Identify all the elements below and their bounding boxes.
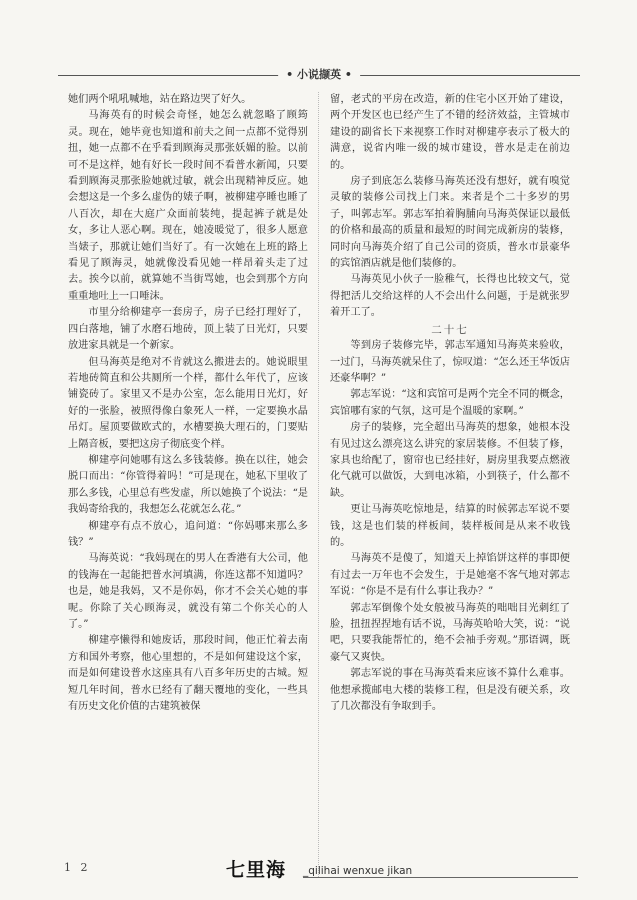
paragraph: 她们两个吼吼喊地，站在路边哭了好久。 (68, 94, 252, 105)
journal-latin-name: _qilihai wenxue jikan (303, 865, 413, 877)
right-column-bottom (330, 338, 570, 715)
paragraph: 但马海英是绝对不肯就这么搬进去的。她说眼里若地砖简直和公共厕所一个样，都什么年代了，应该铺瓷砖了。家里又不是办公室，怎么能用日光灯，好好的一张脸，被照得像白象死人一样，一定要换水晶吊灯。屋顶要做欧式的，水槽要换大理石的，门要贴上隔音板，要把这房子彻底变个样。 (68, 356, 308, 450)
paragraph: 马海英有的时候会奇怪，她怎么就忽略了顾筠灵。现在，她毕竟也知道和前夫之间一点都不觉得别扭，她一点都不在乎看到顾海灵那张妖媚的脸。以前可不是这样，她有好长一段时间不看普水新闻，只要看到顾海灵那张脸她就过敏，就会出现精神反应。她会想这是一个多么虚伪的婊子啊，被柳建亭睡也睡了八百次，却在大庭广众面前装纯，提起裤子就是处女，多让人恶心啊。现在，她凌暖觉了，很多人愿意当婊子，那就让她们当好了。有一次她在上班的路上看见了顾海灵，她就像没看见她一样昂着头走了过去。挨今以前，就算她不当街骂她，也会到那个方向重重地吐上一口唾沫。 (68, 110, 308, 302)
paragraph: 郭志军说：“这和宾馆可是两个完全不同的概念，宾馆哪有家的气氛，这可是个温暖的家啊。” (330, 389, 570, 417)
section-label: • 小说撷英 • (278, 66, 360, 84)
chapter-title: 二十七 (431, 323, 469, 336)
paragraph: 房子到底怎么装修马海英还没有想好，就有嗅觉灵敏的装修公司找上门来。来者是个二十多岁的男子，叫郭志军。郭志军拍着胸脯向马海英保证以最低的价格和最高的质量和最短的时间完成新房的装修，同时向马海英介绍了自己公司的资质，普水市景豪华的宾馆酒店就是他们装修的。 (330, 176, 570, 270)
page-footer (58, 855, 580, 885)
paragraph: 郭志军倒像个处女般被马海英的咄咄目光刺红了脸，扭扭捏捏地有话不说，马海英哈哈大笑，说：“说吧，只要我能帮忙的，绝不会袖手旁观。”那语调，既豪气又爽快。 (330, 602, 570, 663)
paragraph: 柳建亭有点不放心，追问道：“你妈哪来那么多钱？” (68, 520, 308, 548)
paragraph: 等到房子装修完毕，郭志军通知马海英来验收，一过门，马海英就呆住了，惊叹道：“怎么还王华饭店还豪华啊？” (330, 340, 570, 384)
paragraph: 房子的装修，完全超出马海英的想象，她根本没有见过这么漂亮这么讲究的家居装修。不但装了修，家具也给配了，窗帘也已经挂好，厨房里我要点燃液化气就可以做饭，大到电冰箱，小到筷子，什么都不缺。 (330, 422, 570, 499)
paragraph: 马海英说：“我妈现在的男人在香港有大公司，他的钱海在一起能把普水河填满，你连这都不知道吗？也是，她是我妈，又不是你妈，你才不会关心她的事呢。你除了关心顾海灵，就没有第二个你关心的人了。” (68, 553, 308, 630)
right-column-top (330, 92, 570, 322)
left-column (68, 92, 308, 715)
paragraph: 更让马海英吃惊地是，结算的时候郭志军说不要钱，这是也们装的样板间，装样板间是从来不收钱的。 (330, 504, 570, 548)
footer-rule (303, 877, 578, 878)
page-number: 1 2 (64, 861, 91, 874)
paragraph: 柳建亭问她哪有这么多钱装修。换在以往，她会脱口而出：“你管得着吗！”可是现在，她私下里收了那么多钱，心里总有些发虚，所以她换了个说法：“是我妈寄给我的，我想怎么花就怎么花。” (68, 454, 308, 516)
paragraph: 留，老式的平房在改造，新的住宅小区开始了建设，两个开发区也已经产生了不错的经济效益，主管城市建设的副省长下来视察工作时对柳建亭表示了极大的满意，说省内唯一级的城市建设，普水是走在前边的。 (330, 94, 570, 171)
journal-logo: 七里海 (226, 859, 287, 881)
paragraph: 马海英见小伙子一脸稚气，长得也比较文气，觉得把活儿交给这样的人不会出什么问题，于是就张罗着开工了。 (330, 274, 570, 319)
right-column (330, 92, 570, 715)
page-header (58, 66, 580, 84)
paragraph: 柳建亭懒得和她废话，那段时间，他正忙着去南方和国外考察，他心里想的，不是如何建设这个家，而是如何建设普水这座具有八百多年历史的古城。短短几年时间，普水已经有了翻天覆地的变化，一些具有历史文化价值的古建筑被保 (68, 635, 308, 713)
paragraph: 郭志军说的事在马海英看来应该不算什么难事。他想承揽邮电大楼的装修工程，但是没有硬关系，攻了几次都没有争取到手。 (330, 668, 570, 713)
column-divider (318, 92, 319, 877)
paragraph: 马海英不是傻了，知道天上掉馅饼这样的事即便有过去一万年也不会发生，于是她毫不客气地对郭志军说：“你是不是有什么事让我办？” (330, 553, 570, 598)
paragraph: 市里分给柳建亭一套房子，房子已经打理好了，四白落地，铺了水磨石地砖，顶上装了日光灯，只要放进家具就是一个新家。 (68, 307, 308, 352)
